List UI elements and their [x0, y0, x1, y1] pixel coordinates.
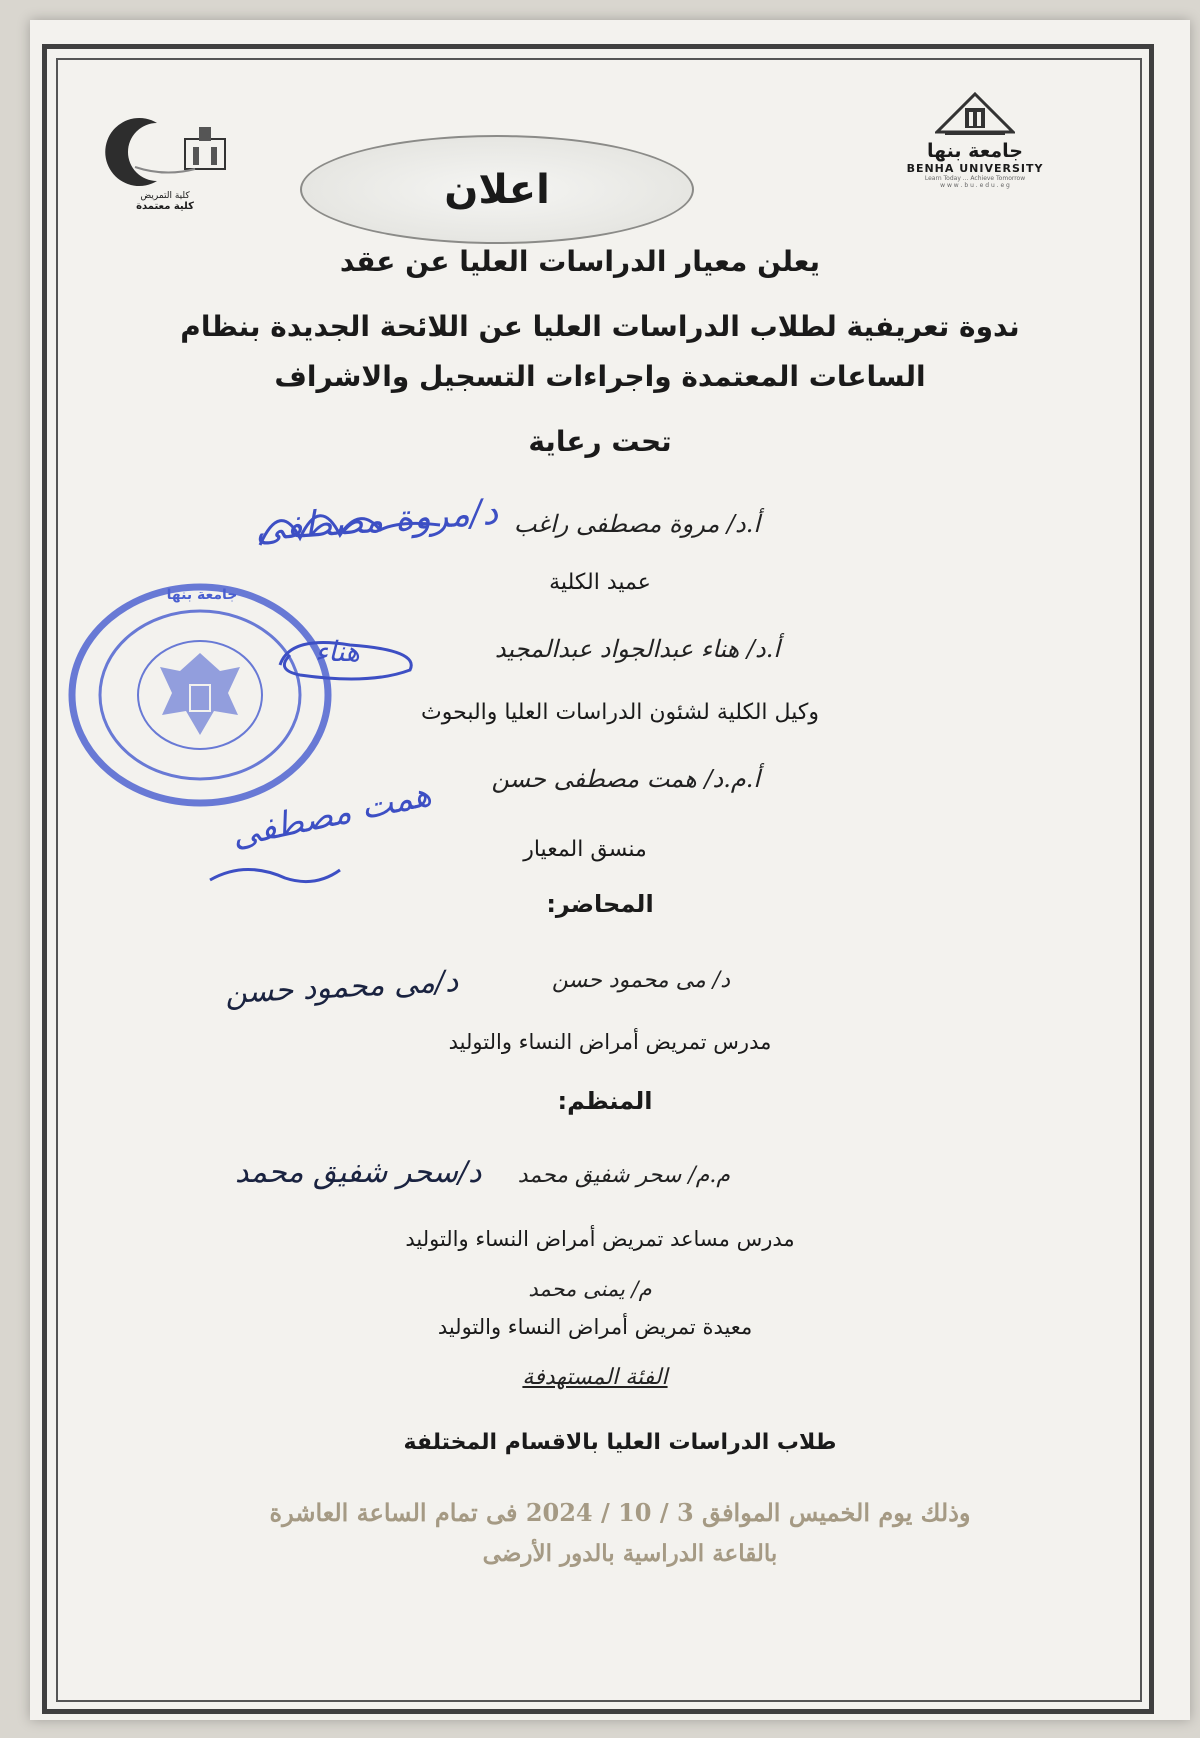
- vice-dean-title: وكيل الكلية لشئون الدراسات العليا والبحوث: [421, 700, 819, 725]
- stamp-eagle-icon: [62, 575, 337, 815]
- organizer2-name: م/ يمنى محمد: [528, 1277, 652, 1301]
- target-group: طلاب الدراسات العليا بالاقسام المختلفة: [403, 1430, 837, 1455]
- lecturer-signature: د/مى محمود حسن: [224, 963, 460, 1012]
- organizer1-title: مدرس مساعد تمريض أمراض النساء والتوليد: [405, 1227, 795, 1251]
- schedule-line2: بالقاعة الدراسية بالدور الأرضى: [482, 1540, 778, 1567]
- vice-dean-name: أ.د/ هناء عبدالجواد عبدالمجيد: [494, 635, 780, 663]
- announcement-title: اعلان: [300, 135, 694, 244]
- university-name-ar: جامعة بنها: [926, 140, 1024, 162]
- organizer1-name: م.م/ سحر شفيق محمد: [517, 1163, 730, 1188]
- schedule-line1: وذلك يوم الخميس الموافق 3 / 10 / 2024 فى تمام الساعة العاشرة: [269, 1498, 971, 1527]
- faculty-name-line1: كلية التمريض: [140, 191, 190, 201]
- official-stamp: [62, 575, 337, 815]
- organizer-label: المنظم:: [557, 1087, 653, 1115]
- dean-signature: د/مروة مصطفى: [253, 491, 500, 550]
- dean-name: أ.د/ مروة مصطفى راغب: [513, 510, 760, 538]
- coordinator-title: منسق المعيار: [523, 837, 647, 862]
- vice-dean-signature: هناء: [315, 635, 360, 668]
- university-emblem-icon: [935, 92, 1015, 136]
- dean-title: عميد الكلية: [549, 570, 651, 595]
- dean-signature-stroke: [250, 490, 450, 564]
- university-url: w w w . b u . e d u . e g: [940, 182, 1010, 189]
- faculty-crescent-icon: [95, 115, 240, 187]
- faculty-of-nursing-logo: [95, 115, 245, 225]
- vice-dean-signature-stroke: [270, 630, 430, 694]
- organizer2-title: معيدة تمريض أمراض النساء والتوليد: [437, 1315, 753, 1339]
- coordinator-signature-stroke: [205, 840, 345, 894]
- target-label: الفئة المستهدفة: [522, 1365, 668, 1390]
- lecturer-name: د/ مى محمود حسن: [551, 968, 730, 993]
- organizer-signature: د/سحر شفيق محمد: [235, 1155, 482, 1190]
- university-name-en: BENHA UNIVERSITY: [906, 162, 1044, 175]
- faculty-name-line2: كلية معتمدة: [136, 201, 194, 212]
- university-tagline: Learn Today ... Achieve Tomorrow: [924, 175, 1026, 182]
- coordinator-name: أ.م.د/ همت مصطفى حسن: [491, 765, 760, 793]
- lecturer-title: مدرس تمريض أمراض النساء والتوليد: [448, 1030, 772, 1054]
- intro-line: يعلن معيار الدراسات العليا عن عقد: [339, 245, 821, 278]
- coordinator-signature: همت مصطفى: [228, 774, 435, 856]
- event-title-line1: ندوة تعريفية لطلاب الدراسات العليا عن اللائحة الجديدة بنظام: [180, 310, 1020, 343]
- event-title-line2: الساعات المعتمدة واجراءات التسجيل والاشراف: [274, 360, 926, 393]
- benha-university-logo: [895, 92, 1055, 202]
- patronage-heading: تحت رعاية: [528, 425, 672, 458]
- lecturer-label: المحاضر:: [546, 890, 654, 918]
- stamp-text: جامعة بنها: [166, 587, 238, 603]
